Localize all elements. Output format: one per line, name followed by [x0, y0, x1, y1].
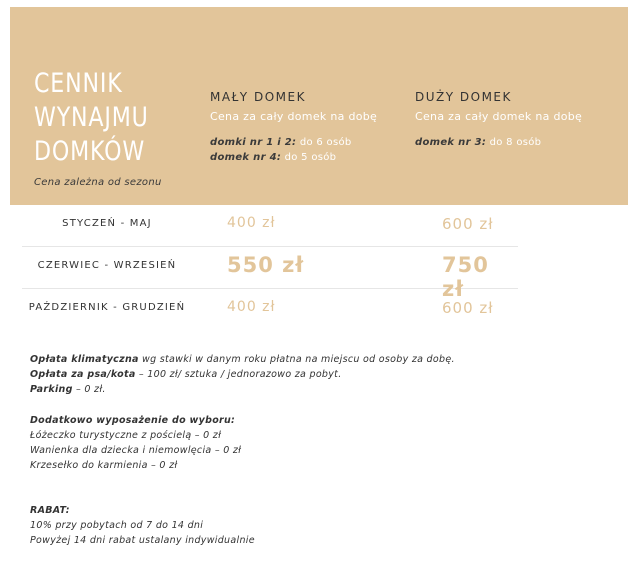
big-house-price: 600 zł	[442, 215, 494, 233]
small-house-name: MAŁY DOMEK	[210, 90, 306, 104]
big-house-desc: Cena za cały domek na dobę	[415, 110, 583, 123]
season-note: Cena zależna od sezonu	[34, 177, 162, 188]
list-item: Wanienka dla dziecka i niemowlęcia – 0 zł	[30, 445, 242, 456]
parking-fee-label: Parking	[30, 384, 73, 395]
climate-fee-label: Opłata klimatyczna	[30, 354, 139, 365]
capacity-value: do 6 osób	[296, 137, 352, 148]
discount-title: RABAT:	[30, 505, 70, 516]
header-banner	[10, 7, 628, 205]
big-house-capacity	[415, 135, 615, 150]
pet-fee-label: Opłata za psa/kota	[30, 369, 136, 380]
small-house-price: 550 zł	[227, 253, 305, 277]
season-label: STYCZEŃ - MAJ	[62, 218, 152, 229]
season-label: PAŹDZIERNIK - GRUDZIEŃ	[28, 302, 186, 313]
small-house-capacity	[210, 135, 410, 165]
extras-title: Dodatkowo wyposażenie do wyboru:	[30, 415, 236, 426]
table-row	[22, 247, 518, 301]
title-line: CENNIK	[34, 68, 123, 99]
season-label: CZERWIEC - WRZESIEŃ	[37, 260, 177, 271]
capacity-value: do 8 osób	[486, 137, 542, 148]
climate-fee	[30, 352, 610, 367]
capacity-value: do 5 osób	[281, 152, 337, 163]
parking-fee	[30, 382, 610, 397]
title-line: DOMKÓW	[34, 136, 146, 167]
table-row	[22, 289, 518, 330]
page-title	[34, 67, 149, 169]
price-table	[22, 205, 518, 330]
list-item: Powyżej 14 dni rabat ustalany indywidualnie	[30, 535, 255, 546]
pet-fee-text: – 100 zł/ sztuka / jednorazowo za pobyt.	[135, 369, 342, 380]
climate-fee-text: wg stawki w danym roku płatna na miejscu od osoby za dobę.	[138, 354, 455, 365]
list-item: Łóżeczko turystyczne z pościelą – 0 zł	[30, 430, 222, 441]
small-house-price: 400 zł	[227, 299, 276, 315]
info-section	[30, 352, 610, 548]
capacity-label: domek nr 4:	[210, 152, 282, 163]
parking-fee-text: – 0 zł.	[72, 384, 106, 395]
small-house-price: 400 zł	[227, 215, 276, 231]
title-line: WYNAJMU	[34, 102, 149, 133]
big-house-header	[415, 90, 615, 150]
small-house-desc: Cena za cały domek na dobę	[210, 110, 378, 123]
list-item: 10% przy pobytach od 7 do 14 dni	[30, 520, 204, 531]
capacity-label: domki nr 1 i 2:	[210, 137, 297, 148]
small-house-header	[210, 90, 410, 165]
list-item: Krzesełko do karmienia – 0 zł	[30, 460, 178, 471]
big-house-price: 750 zł	[442, 253, 489, 301]
table-row	[22, 205, 518, 247]
capacity-label: domek nr 3:	[415, 137, 487, 148]
big-house-price: 600 zł	[442, 299, 494, 317]
pet-fee	[30, 367, 610, 382]
big-house-name: DUŻY DOMEK	[415, 90, 512, 104]
